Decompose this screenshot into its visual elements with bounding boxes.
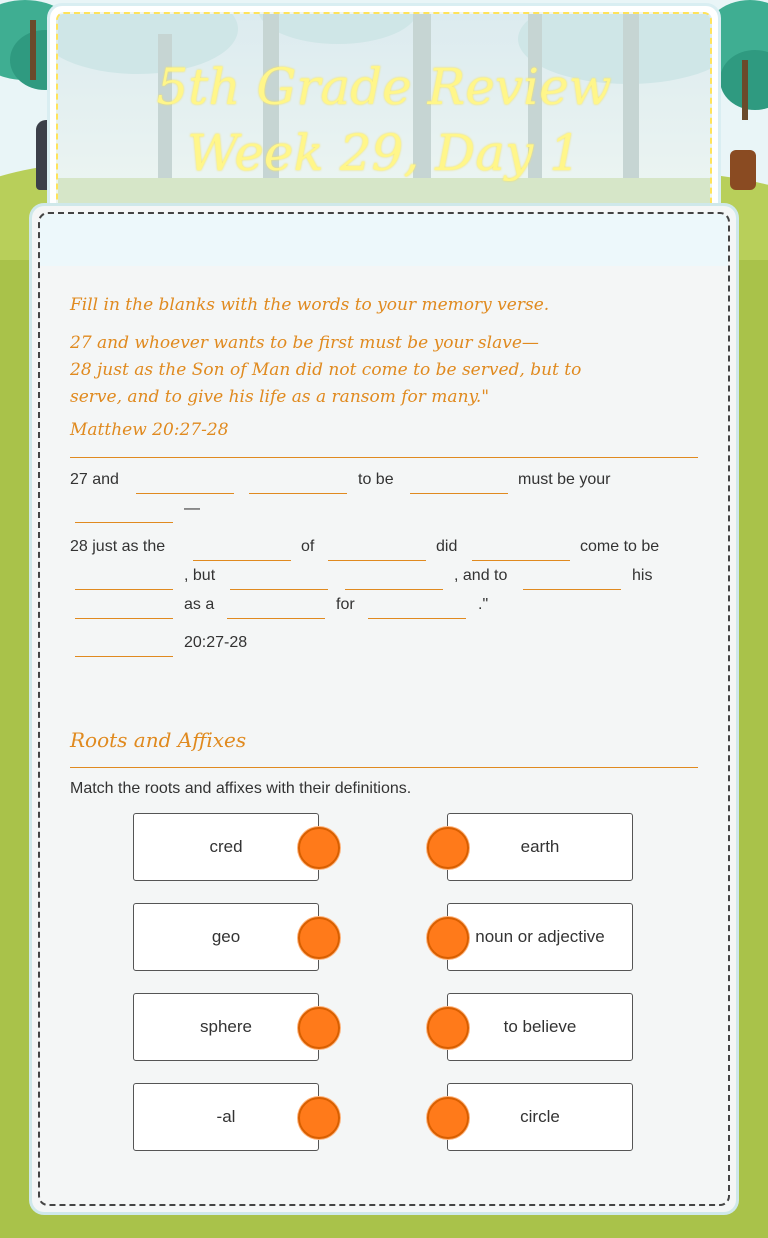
fill-text: , and to bbox=[454, 567, 508, 584]
blank-input[interactable] bbox=[227, 604, 325, 619]
fill-text: for bbox=[336, 596, 355, 613]
blank-input[interactable] bbox=[75, 642, 173, 657]
card-label: sphere bbox=[200, 1017, 252, 1036]
fill-text: ." bbox=[478, 596, 489, 613]
card-label: geo bbox=[211, 927, 241, 946]
match-connector-dot[interactable] bbox=[298, 827, 340, 869]
match-connector-dot[interactable] bbox=[427, 1097, 469, 1139]
verse-line: serve, and to give his life as a ransom for many." bbox=[70, 387, 490, 407]
blank-input[interactable] bbox=[75, 575, 173, 590]
section-divider bbox=[70, 767, 698, 768]
fill-text: , but bbox=[184, 567, 216, 584]
blank-input[interactable] bbox=[193, 546, 291, 561]
card-label: to believe bbox=[503, 1017, 577, 1036]
page-title bbox=[58, 54, 710, 186]
match-connector-dot[interactable] bbox=[427, 1007, 469, 1049]
verse-reference: Matthew 20:27-28 bbox=[70, 420, 229, 440]
memory-verse bbox=[70, 330, 710, 411]
blank-input[interactable] bbox=[410, 479, 508, 494]
match-card-right[interactable] bbox=[447, 993, 633, 1061]
match-card-left[interactable] bbox=[133, 813, 319, 881]
fill-text: of bbox=[301, 538, 315, 555]
match-card-left[interactable] bbox=[133, 993, 319, 1061]
section-heading-roots: Roots and Affixes bbox=[70, 728, 247, 752]
match-connector-dot[interactable] bbox=[298, 917, 340, 959]
verse-line: 27 and whoever wants to be first must be your slave— bbox=[70, 333, 539, 353]
match-card-right[interactable] bbox=[447, 1083, 633, 1151]
match-card-right[interactable] bbox=[447, 903, 633, 971]
match-connector-dot[interactable] bbox=[298, 1007, 340, 1049]
blank-input[interactable] bbox=[368, 604, 466, 619]
blank-input[interactable] bbox=[328, 546, 426, 561]
match-connector-dot[interactable] bbox=[427, 917, 469, 959]
fill-text: as a bbox=[184, 596, 215, 613]
fill-text: 20:27-28 bbox=[184, 634, 248, 651]
blank-input[interactable] bbox=[136, 479, 234, 494]
match-card-left[interactable] bbox=[133, 903, 319, 971]
title-line-1: 5th Grade Review bbox=[156, 58, 612, 116]
blank-input[interactable] bbox=[472, 546, 570, 561]
card-label: circle bbox=[520, 1107, 560, 1126]
blank-input[interactable] bbox=[249, 479, 347, 494]
fill-text: come to be bbox=[580, 538, 660, 555]
blank-input[interactable] bbox=[75, 508, 173, 523]
fill-text: 28 just as the bbox=[70, 538, 166, 555]
title-banner bbox=[56, 12, 712, 220]
fill-text: to be bbox=[358, 471, 394, 488]
match-connector-dot[interactable] bbox=[427, 827, 469, 869]
fill-text: — bbox=[184, 500, 200, 517]
title-card bbox=[50, 6, 718, 226]
blank-input[interactable] bbox=[75, 604, 173, 619]
blank-input[interactable] bbox=[345, 575, 443, 590]
match-card-right[interactable] bbox=[447, 813, 633, 881]
card-label: earth bbox=[520, 837, 560, 856]
card-label: cred bbox=[209, 837, 243, 856]
section-divider bbox=[70, 457, 698, 458]
blank-input[interactable] bbox=[230, 575, 328, 590]
title-line-2: Week 29, Day 1 bbox=[187, 124, 581, 182]
fill-text: 27 and bbox=[70, 471, 119, 488]
match-card-left[interactable] bbox=[133, 1083, 319, 1151]
match-instructions: Match the roots and affixes with their definitions. bbox=[70, 780, 412, 797]
memory-instructions: Fill in the blanks with the words to your memory verse. bbox=[70, 295, 550, 315]
fill-text: did bbox=[436, 538, 458, 555]
card-label: noun or adjective bbox=[475, 927, 605, 946]
match-connector-dot[interactable] bbox=[298, 1097, 340, 1139]
fill-text: must be your bbox=[518, 471, 611, 488]
fill-text: his bbox=[632, 567, 653, 584]
verse-line: 28 just as the Son of Man did not come to be served, but to bbox=[70, 360, 582, 380]
card-label: -al bbox=[216, 1107, 236, 1126]
blank-input[interactable] bbox=[523, 575, 621, 590]
